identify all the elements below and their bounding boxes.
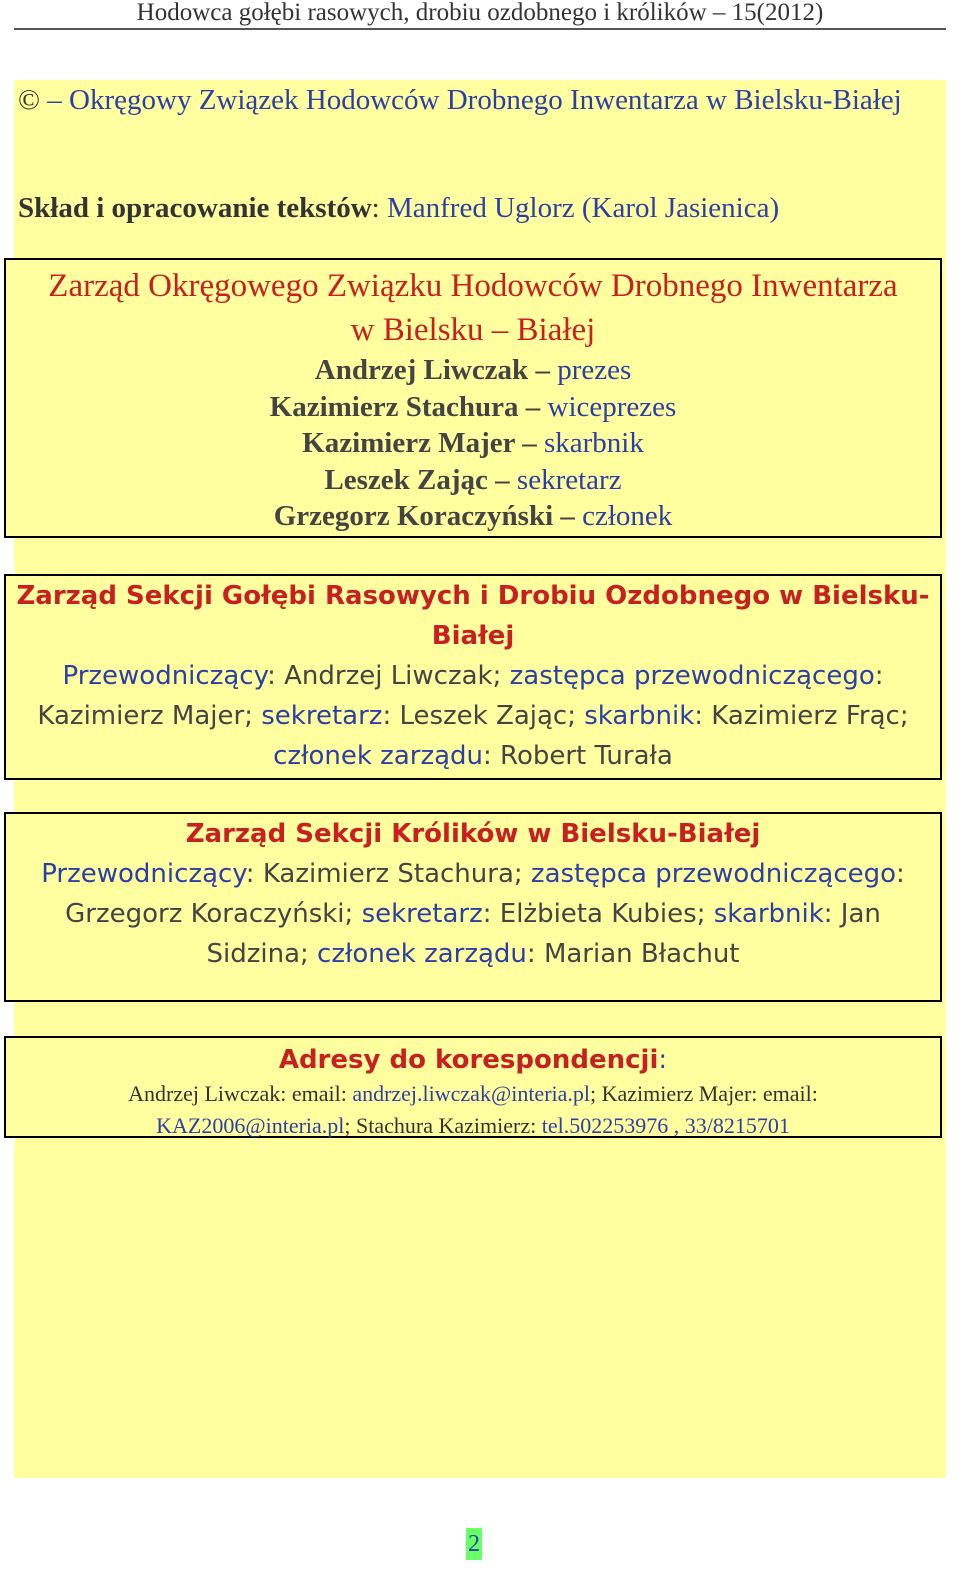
addresses-title	[6, 1042, 940, 1078]
board-member	[6, 352, 940, 389]
copyright-line	[18, 82, 938, 119]
member-role: sekretarz	[516, 463, 622, 496]
credits-value: Manfred Uglorz (Karol Jasienica)	[386, 192, 780, 224]
member-name: Grzegorz Koraczyński	[273, 500, 554, 532]
secretary-name: Elżbieta Kubies	[499, 899, 697, 929]
member-name: Kazimierz Majer	[302, 427, 515, 459]
copyright-icon: ©	[18, 84, 41, 116]
addresses-title-colon: :	[658, 1045, 668, 1075]
addresses-line-1	[6, 1078, 940, 1110]
secretary-label: sekretarz	[361, 899, 483, 929]
copyright-text: – Okręgowy Związek Hodowców Drobnego Inwentarza w Bielsku-Białej	[40, 84, 902, 116]
credits-line	[18, 190, 938, 227]
board-member	[6, 498, 940, 535]
chair-name: Kazimierz Stachura	[262, 859, 514, 889]
deputy-name: Kazimierz Majer	[37, 701, 245, 731]
treasurer-name: Kazimierz Frąc	[711, 701, 900, 731]
email-link-majer[interactable]: KAZ2006@interia.pl	[156, 1113, 345, 1138]
member-label: członek zarządu	[317, 939, 527, 969]
rabbit-section-title: Zarząd Sekcji Królików w Bielsku-Białej	[185, 819, 761, 849]
board-box	[4, 258, 942, 538]
rabbit-section-text: Przewodniczący: Kazimierz Stachura; zastępca przewodniczącego: Grzegorz Koraczyński; sekretarz: Elżbieta Kubies; skarbnik: Jan Sidzina; członek zarządu: Marian Błachut	[41, 859, 905, 969]
member-role: prezes	[557, 354, 632, 386]
member-sep: –	[553, 500, 583, 532]
secretary-label: sekretarz	[261, 701, 383, 731]
member-name: Leszek Zając	[324, 463, 488, 496]
treasurer-label: skarbnik	[584, 701, 695, 731]
treasurer-label: skarbnik	[713, 899, 824, 929]
address-prefix: Andrzej Liwczak: email:	[128, 1081, 353, 1106]
pigeon-section-text: Przewodniczący: Andrzej Liwczak; zastępca przewodniczącego: Kazimierz Majer; sekretarz: Leszek Zając; skarbnik: Kazimierz Frąc; członek zarządu: Robert Turała	[37, 661, 909, 771]
page-number	[466, 1528, 482, 1560]
credits-label: Skład i opracowanie tekstów	[18, 192, 372, 224]
member-label: członek zarządu	[273, 741, 484, 771]
running-header	[0, 0, 960, 30]
member-sep: –	[487, 463, 517, 496]
page-number-text: 2	[468, 1531, 480, 1557]
treasurer-name: Jan Sidzina	[206, 899, 881, 969]
member-sep: –	[528, 354, 558, 386]
board-member	[6, 462, 940, 499]
email-link-liwczak[interactable]: andrzej.liwczak@interia.pl	[352, 1081, 591, 1106]
credits-colon: :	[371, 192, 387, 224]
secretary-name: Leszek Zając	[399, 701, 568, 731]
address-mid: ; Stachura Kazimierz:	[344, 1113, 542, 1138]
board-member	[6, 425, 940, 462]
member-name: Marian Błachut	[543, 939, 740, 969]
deputy-name: Grzegorz Koraczyński	[65, 899, 345, 929]
chair-label: Przewodniczący	[62, 661, 268, 691]
addresses-line-2	[6, 1110, 940, 1142]
member-name: Kazimierz Stachura	[269, 390, 519, 423]
header-divider	[14, 28, 946, 30]
pigeon-section-box	[4, 574, 942, 780]
deputy-label: zastępca przewodniczącego	[530, 859, 897, 889]
member-role: członek	[582, 500, 673, 532]
member-name: Andrzej Liwczak	[314, 354, 529, 386]
rabbit-section-box	[4, 812, 942, 1002]
address-suffix: ; Kazimierz Majer: email:	[590, 1081, 818, 1106]
running-header-text: Hodowca gołębi rasowych, drobiu ozdobnego i królików – 15(2012)	[136, 0, 824, 26]
member-role: wiceprezes	[547, 390, 677, 423]
board-member	[6, 389, 940, 426]
member-sep: –	[514, 427, 544, 459]
chair-name: Andrzej Liwczak	[284, 661, 493, 691]
addresses-box	[4, 1036, 942, 1138]
member-role: skarbnik	[543, 427, 644, 459]
pigeon-section-title: Zarząd Sekcji Gołębi Rasowych i Drobiu Ozdobnego w Bielsku-Białej	[16, 581, 930, 651]
addresses-title-text: Adresy do korespondencji	[278, 1045, 659, 1075]
deputy-label: zastępca przewodniczącego	[509, 661, 875, 691]
phone-link-stachura[interactable]: tel.502253976 , 33/8215701	[541, 1113, 790, 1138]
board-title: Zarząd Okręgowego Związku Hodowców Drobnego Inwentarza w Bielsku – Białej	[48, 268, 898, 348]
member-sep: –	[518, 390, 548, 423]
member-name: Robert Turała	[500, 741, 673, 771]
chair-label: Przewodniczący	[41, 859, 246, 889]
